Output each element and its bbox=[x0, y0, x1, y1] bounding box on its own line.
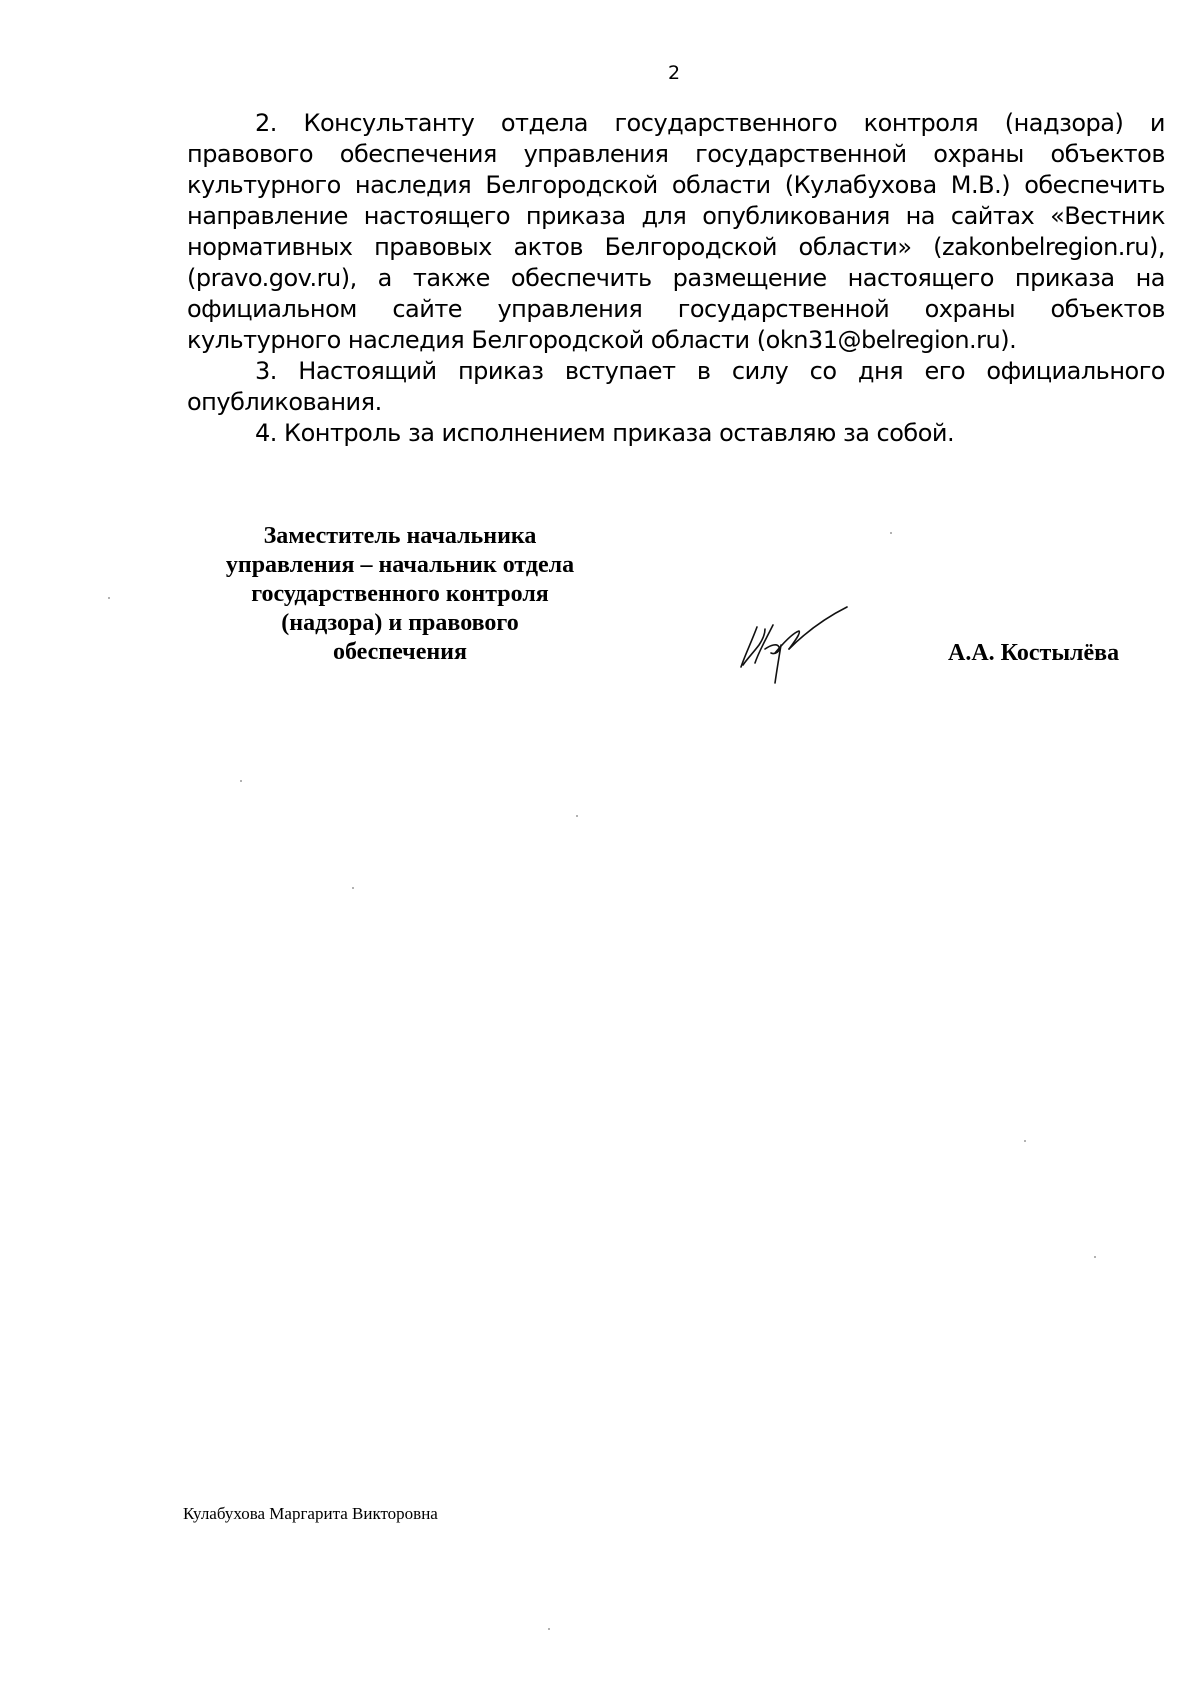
scan-speck bbox=[108, 597, 110, 599]
signer-position bbox=[175, 522, 625, 667]
document-author: Кулабухова Маргарита Викторовна bbox=[183, 1504, 438, 1523]
signer-position-line: государственного контроля bbox=[251, 581, 549, 607]
signer-position-line: Заместитель начальника bbox=[263, 523, 537, 549]
handwritten-signature bbox=[735, 605, 855, 685]
scan-speck bbox=[1024, 1140, 1026, 1142]
scan-speck bbox=[352, 887, 354, 889]
document-body bbox=[187, 108, 1165, 449]
scan-speck bbox=[1094, 1256, 1096, 1258]
paragraph-4: 4. Контроль за исполнением приказа оставляю за собой. bbox=[255, 419, 955, 447]
paragraph-3: 3. Настоящий приказ вступает в силу со дня его официального опубликования. bbox=[187, 357, 1165, 416]
paragraph-2: 2. Консультанту отдела государственного контроля (надзора) и правового обеспечения управления государственной охраны объектов культурного наследия Белгородской области (Кулабухова М.В.) обеспечить направление настоящего приказа для опубликования на сайтах «Вестник нормативных правовых актов Белгородской области» (zakonbelregion.ru), (pravo.gov.ru), а также обеспечить размещение настоящего приказа на официальном сайте управления государственной охраны объектов культурного наследия Белгородской области (okn31@belregion.ru). bbox=[187, 109, 1165, 354]
scan-speck bbox=[548, 1628, 550, 1630]
scan-speck bbox=[890, 532, 892, 534]
page-number: 2 bbox=[667, 62, 681, 84]
signer-position-line: управления – начальник отдела bbox=[225, 552, 575, 578]
signer-position-line: (надзора) и правового bbox=[281, 610, 519, 636]
scan-speck bbox=[240, 780, 242, 782]
scan-speck bbox=[576, 815, 578, 817]
signer-name: А.А. Костылёва bbox=[948, 640, 1120, 666]
signer-position-line: обеспечения bbox=[333, 639, 467, 665]
